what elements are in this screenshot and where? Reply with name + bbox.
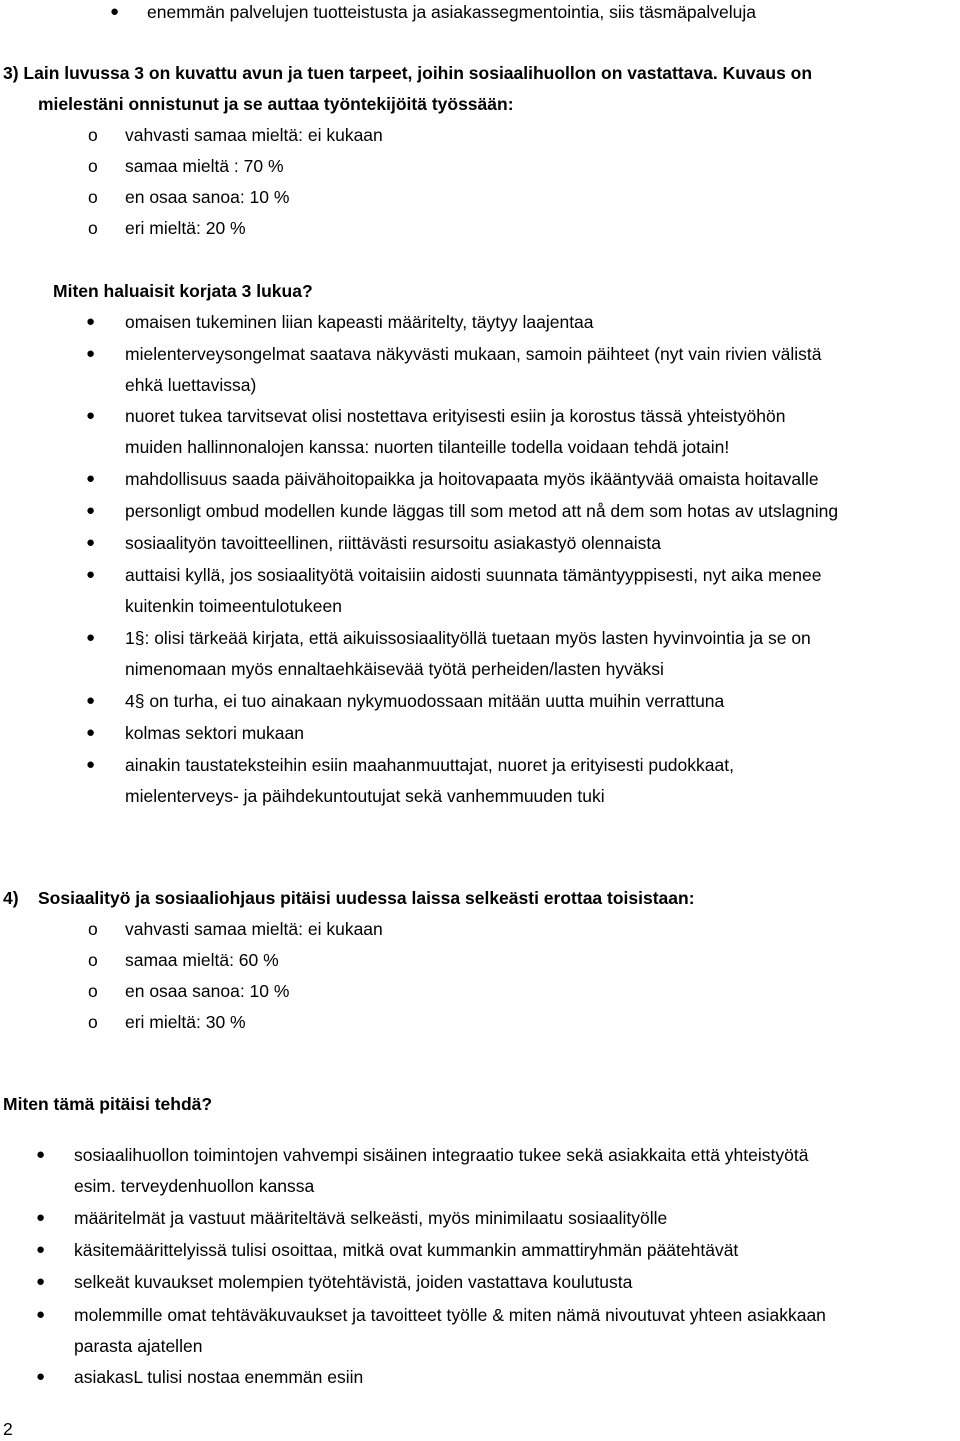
list-item-continued: ehkä luettavissa) xyxy=(125,375,257,395)
list-item-continued: esim. terveydenhuollon kanssa xyxy=(74,1176,315,1196)
bullet-icon: ● xyxy=(86,629,96,646)
list-item: sosiaalihuollon toimintojen vahvempi sisäinen integraatio tukee sekä asiakkaita että yhteistyötä xyxy=(74,1145,809,1165)
list-item: personligt ombud modellen kunde läggas till som metod att nå dem som hotas av utslagning xyxy=(125,501,839,521)
list-item: 4§ on turha, ei tuo ainakaan nykymuodossaan mitään uutta muihin verrattuna xyxy=(125,691,725,711)
list-item: 1§: olisi tärkeää kirjata, että aikuissosiaalityöllä tuetaan myös lasten hyvinvointia ja se on xyxy=(125,628,811,648)
list-item: mielenterveysongelmat saatava näkyvästi mukaan, samoin päihteet (nyt vain rivien välistä xyxy=(125,344,822,364)
circle-bullet-icon: o xyxy=(88,919,98,939)
answer-option: samaa mieltä: 60 % xyxy=(125,950,279,970)
list-item: omaisen tukeminen liian kapeasti määritelty, täytyy laajentaa xyxy=(125,312,594,332)
bullet-icon: ● xyxy=(110,3,120,20)
bullet-icon: ● xyxy=(86,756,96,773)
bullet-icon: ● xyxy=(86,534,96,551)
section-subheading: Miten tämä pitäisi tehdä? xyxy=(3,1094,213,1114)
question-number: 4) xyxy=(3,888,19,908)
bullet-icon: ● xyxy=(86,566,96,583)
question-heading-continued: mielestäni onnistunut ja se auttaa työntekijöitä työssään: xyxy=(38,94,514,114)
circle-bullet-icon: o xyxy=(88,981,98,1001)
bullet-icon: ● xyxy=(86,724,96,741)
circle-bullet-icon: o xyxy=(88,156,98,176)
bullet-icon: ● xyxy=(36,1368,46,1385)
bullet-icon: ● xyxy=(86,345,96,362)
bullet-icon: ● xyxy=(86,470,96,487)
list-item: kolmas sektori mukaan xyxy=(125,723,304,743)
list-item: sosiaalityön tavoitteellinen, riittävästi resursoitu asiakastyö olennaista xyxy=(125,533,661,553)
question-heading: Sosiaalityö ja sosiaaliohjaus pitäisi uudessa laissa selkeästi erottaa toisistaan: xyxy=(38,888,695,908)
list-item-continued: muiden hallinnonalojen kanssa: nuorten tilanteille todella voidaan tehdä jotain! xyxy=(125,437,730,457)
list-item: ainakin taustateksteihin esiin maahanmuuttajat, nuoret ja erityisesti pudokkaat, xyxy=(125,755,734,775)
list-item-continued: nimenomaan myös ennaltaehkäisevää työtä perheiden/lasten hyväksi xyxy=(125,659,664,679)
section-subheading: Miten haluaisit korjata 3 lukua? xyxy=(53,281,313,301)
circle-bullet-icon: o xyxy=(88,218,98,238)
bullet-icon: ● xyxy=(86,692,96,709)
circle-bullet-icon: o xyxy=(88,950,98,970)
bullet-icon: ● xyxy=(86,502,96,519)
bullet-icon: ● xyxy=(36,1241,46,1258)
answer-option: en osaa sanoa: 10 % xyxy=(125,187,290,207)
question-heading: 3) Lain luvussa 3 on kuvattu avun ja tuen tarpeet, joihin sosiaalihuollon on vastattava. Kuvaus on xyxy=(3,63,813,83)
list-item: nuoret tukea tarvitsevat olisi nostettava erityisesti esiin ja korostus tässä yhteistyöhön xyxy=(125,406,786,426)
list-item: määritelmät ja vastuut määriteltävä selkeästi, myös minimilaatu sosiaalityölle xyxy=(74,1208,668,1228)
answer-option: eri mieltä: 30 % xyxy=(125,1012,246,1032)
answer-option: eri mieltä: 20 % xyxy=(125,218,246,238)
bullet-icon: ● xyxy=(36,1273,46,1290)
answer-option: vahvasti samaa mieltä: ei kukaan xyxy=(125,125,383,145)
bullet-icon: ● xyxy=(36,1209,46,1226)
list-item: molemmille omat tehtäväkuvaukset ja tavoitteet työlle & miten nämä nivoutuvat yhteen asiakkaan xyxy=(74,1305,826,1325)
page-number: 2 xyxy=(3,1419,13,1439)
bullet-icon: ● xyxy=(86,313,96,330)
answer-option: samaa mieltä : 70 % xyxy=(125,156,284,176)
list-item-continued: kuitenkin toimeentulotukeen xyxy=(125,596,342,616)
list-item-continued: parasta ajatellen xyxy=(74,1336,203,1356)
answer-option: en osaa sanoa: 10 % xyxy=(125,981,290,1001)
circle-bullet-icon: o xyxy=(88,125,98,145)
answer-option: vahvasti samaa mieltä: ei kukaan xyxy=(125,919,383,939)
bullet-icon: ● xyxy=(86,407,96,424)
list-item: asiakasL tulisi nostaa enemmän esiin xyxy=(74,1367,364,1387)
list-item: auttaisi kyllä, jos sosiaalityötä voitaisiin aidosti suunnata tämäntyyppisesti, nyt aika menee xyxy=(125,565,822,585)
circle-bullet-icon: o xyxy=(88,1012,98,1032)
bullet-icon: ● xyxy=(36,1306,46,1323)
bullet-icon: ● xyxy=(36,1146,46,1163)
circle-bullet-icon: o xyxy=(88,187,98,207)
list-item: käsitemäärittelyissä tulisi osoittaa, mitkä ovat kummankin ammattiryhmän päätehtävät xyxy=(74,1240,739,1260)
list-item: enemmän palvelujen tuotteistusta ja asiakassegmentointia, siis täsmäpalveluja xyxy=(147,2,756,22)
list-item: mahdollisuus saada päivähoitopaikka ja hoitovapaata myös ikääntyvää omaista hoitavalle xyxy=(125,469,819,489)
list-item: selkeät kuvaukset molempien työtehtävistä, joiden vastattava koulutusta xyxy=(74,1272,633,1292)
list-item-continued: mielenterveys- ja päihdekuntoutujat sekä vanhemmuuden tuki xyxy=(125,786,605,806)
